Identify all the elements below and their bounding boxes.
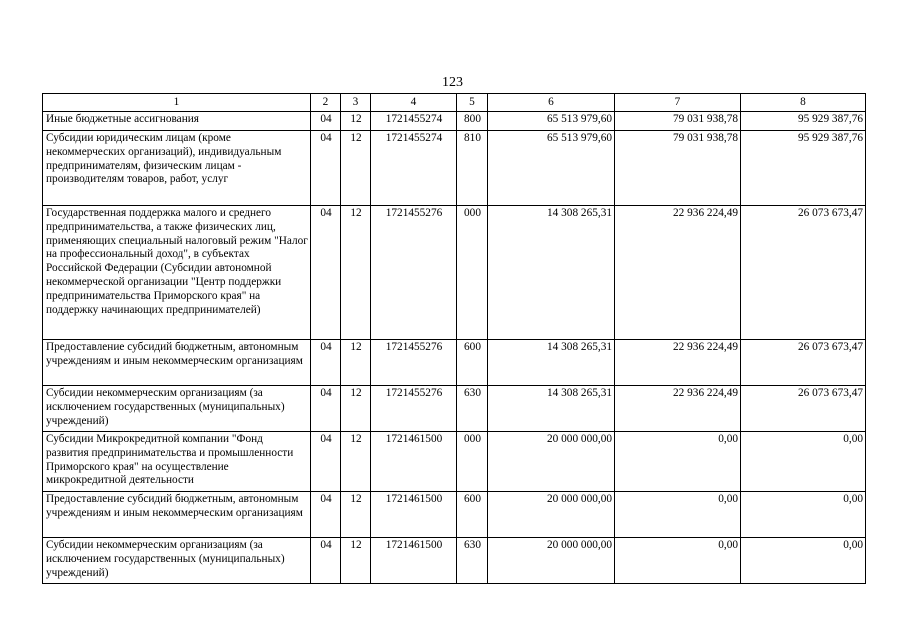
row-amount-year3: 26 073 673,47	[741, 340, 866, 386]
row-expense-type: 800	[457, 112, 488, 131]
table-row	[43, 386, 866, 432]
row-section-code: 04	[311, 432, 341, 492]
row-amount-year3: 95 929 387,76	[741, 131, 866, 206]
row-target-article: 1721461500	[371, 432, 457, 492]
row-target-article: 1721461500	[371, 538, 457, 584]
header-col-8: 8	[741, 94, 866, 112]
row-amount-year3: 0,00	[741, 432, 866, 492]
row-amount-year2: 0,00	[615, 432, 741, 492]
row-amount-year2: 79 031 938,78	[615, 112, 741, 131]
row-amount-year2: 22 936 224,49	[615, 340, 741, 386]
row-description: Государственная поддержка малого и среднего предпринимательства, а также физических лиц, применяющих специальный налоговый режим "Налог на профессиональный доход", в субъектах Российской Федерации (Субсидии автономной некоммерческой организации "Центр поддержки предпринимательства Приморского края" на поддержку начинающих предпринимателей)	[43, 206, 311, 340]
header-row	[43, 94, 866, 112]
row-amount-year3: 0,00	[741, 492, 866, 538]
row-description: Субсидии некоммерческим организациям (за исключением государственных (муниципальных) учреждений)	[43, 386, 311, 432]
row-subsection-code: 12	[341, 432, 371, 492]
table-row	[43, 131, 866, 206]
header-col-6: 6	[488, 94, 615, 112]
header-col-1: 1	[43, 94, 311, 112]
row-amount-year3: 0,00	[741, 538, 866, 584]
table-row	[43, 432, 866, 492]
row-amount-year2: 22 936 224,49	[615, 206, 741, 340]
row-subsection-code: 12	[341, 386, 371, 432]
header-col-7: 7	[615, 94, 741, 112]
row-expense-type: 630	[457, 538, 488, 584]
row-target-article: 1721455274	[371, 112, 457, 131]
row-section-code: 04	[311, 340, 341, 386]
row-description: Предоставление субсидий бюджетным, автономным учреждениям и иным некоммерческим организациям	[43, 492, 311, 538]
row-expense-type: 000	[457, 206, 488, 340]
page-number: 123	[442, 75, 463, 90]
row-amount-year1: 20 000 000,00	[488, 492, 615, 538]
row-target-article: 1721455274	[371, 131, 457, 206]
row-amount-year1: 20 000 000,00	[488, 432, 615, 492]
header-col-2: 2	[311, 94, 341, 112]
row-description: Субсидии некоммерческим организациям (за исключением государственных (муниципальных) учреждений)	[43, 538, 311, 584]
row-target-article: 1721455276	[371, 386, 457, 432]
row-amount-year3: 26 073 673,47	[741, 206, 866, 340]
row-section-code: 04	[311, 538, 341, 584]
row-target-article: 1721461500	[371, 492, 457, 538]
row-expense-type: 810	[457, 131, 488, 206]
table-row	[43, 112, 866, 131]
row-section-code: 04	[311, 112, 341, 131]
row-amount-year1: 65 513 979,60	[488, 131, 615, 206]
row-expense-type: 630	[457, 386, 488, 432]
row-subsection-code: 12	[341, 112, 371, 131]
row-amount-year1: 14 308 265,31	[488, 340, 615, 386]
row-subsection-code: 12	[341, 340, 371, 386]
row-expense-type: 600	[457, 340, 488, 386]
table-row	[43, 492, 866, 538]
row-description: Субсидии юридическим лицам (кроме некоммерческих организаций), индивидуальным предпринимателям, физическим лицам - производителям товаров, работ, услуг	[43, 131, 311, 206]
header-col-5: 5	[457, 94, 488, 112]
row-section-code: 04	[311, 131, 341, 206]
row-amount-year2: 0,00	[615, 538, 741, 584]
row-subsection-code: 12	[341, 131, 371, 206]
row-amount-year2: 79 031 938,78	[615, 131, 741, 206]
row-amount-year1: 65 513 979,60	[488, 112, 615, 131]
row-expense-type: 600	[457, 492, 488, 538]
row-amount-year2: 22 936 224,49	[615, 386, 741, 432]
row-description: Субсидии Микрокредитной компании "Фонд развития предпринимательства и промышленности Приморского края" на осуществление микрокредитной деятельности	[43, 432, 311, 492]
row-amount-year2: 0,00	[615, 492, 741, 538]
row-section-code: 04	[311, 386, 341, 432]
table-row	[43, 206, 866, 340]
row-description: Иные бюджетные ассигнования	[43, 112, 311, 131]
row-subsection-code: 12	[341, 492, 371, 538]
row-amount-year1: 14 308 265,31	[488, 386, 615, 432]
row-target-article: 1721455276	[371, 206, 457, 340]
row-amount-year3: 26 073 673,47	[741, 386, 866, 432]
row-amount-year3: 95 929 387,76	[741, 112, 866, 131]
table-row	[43, 340, 866, 386]
row-expense-type: 000	[457, 432, 488, 492]
row-target-article: 1721455276	[371, 340, 457, 386]
row-description: Предоставление субсидий бюджетным, автономным учреждениям и иным некоммерческим организациям	[43, 340, 311, 386]
row-section-code: 04	[311, 206, 341, 340]
row-amount-year1: 14 308 265,31	[488, 206, 615, 340]
header-col-4: 4	[371, 94, 457, 112]
row-amount-year1: 20 000 000,00	[488, 538, 615, 584]
table-row	[43, 538, 866, 584]
row-section-code: 04	[311, 492, 341, 538]
row-subsection-code: 12	[341, 538, 371, 584]
header-col-3: 3	[341, 94, 371, 112]
row-subsection-code: 12	[341, 206, 371, 340]
budget-table	[42, 93, 866, 584]
